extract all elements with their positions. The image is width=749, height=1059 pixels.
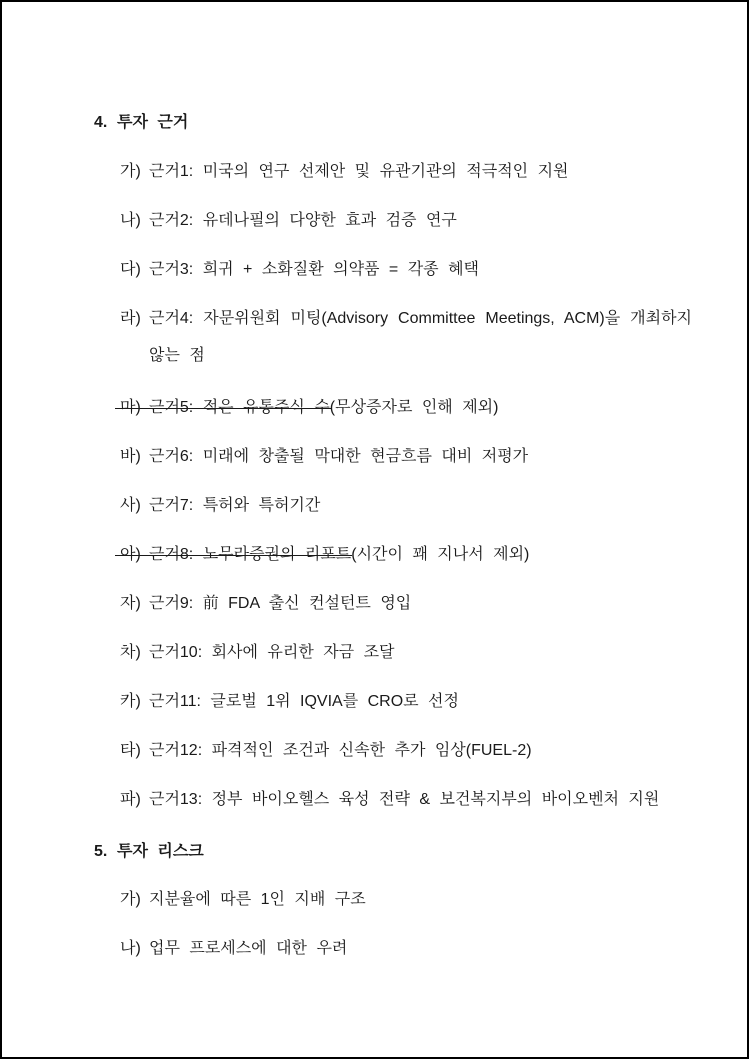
section-heading-5 [94,841,692,862]
list-item-struck [120,544,692,565]
list-item-label: 바) [120,448,141,465]
section-title: 투자 리스크 [117,843,204,860]
list-item-rest-text: (무상증자로 인해 제외) [329,399,499,416]
list-item [120,446,692,467]
list-item-text: 근거4: 자문위원회 미팅(Advisory Committee Meetings, ACM)을 개최하지 [149,310,692,327]
list-item-text: 근거9: 前 FDA 출신 컨설턴트 영입 [149,595,412,612]
list-item-struck-text: 근거5: 적은 유통주식 수 [149,399,330,416]
list-item [120,593,692,614]
list-item-rest-text: (시간이 꽤 지나서 제외) [351,546,530,563]
section-number: 4. [94,114,108,131]
list-item-text: 근거7: 특허와 특허기간 [149,497,321,514]
list-item-text: 근거1: 미국의 연구 선제안 및 유관기관의 적극적인 지원 [149,163,569,180]
list-item-text: 근거6: 미래에 창출될 막대한 현금흐름 대비 저평가 [149,448,529,465]
list-item-text: 근거3: 희귀 + 소화질환 의약품 = 각종 혜택 [149,261,479,278]
list-item-line-2: 않는 점 [149,347,205,364]
list-item-label: 자) [120,595,141,612]
list-item-label: 다) [120,261,141,278]
strikethrough-text [120,399,330,416]
list-item-text: 근거2: 유데나필의 다양한 효과 검증 연구 [149,212,457,229]
list-item [120,889,692,910]
list-item-label: 나) [120,212,141,229]
list-item-text: 근거13: 정부 바이오헬스 육성 전략 & 보건복지부의 바이오벤처 지원 [149,791,660,808]
list-item [120,642,692,663]
list-item-label: 파) [120,791,141,808]
list-item-text: 지분율에 따른 1인 지배 구조 [149,891,366,908]
list-item-struck-text: 근거8: 노무라증권의 리포트 [149,546,352,563]
list-item-label: 차) [120,644,141,661]
list-item [120,308,692,366]
list-item-text: 근거11: 글로벌 1위 IQVIA를 CRO로 선정 [149,693,459,710]
list-item-text: 근거10: 회사에 유리한 자금 조달 [149,644,395,661]
section-title: 투자 근거 [117,114,189,131]
list-item-label: 마) [120,399,141,416]
list-item [120,161,692,182]
list-item [120,938,692,959]
list-item-label: 타) [120,742,141,759]
strikethrough-text [120,546,351,563]
section-number: 5. [94,843,108,860]
list-item [120,740,692,761]
list-item [120,495,692,516]
list-item-label: 가) [120,163,141,180]
list-item [120,789,692,810]
list-item-struck [120,397,692,418]
section-heading-4 [94,112,692,133]
list-item-text: 근거12: 파격적인 조건과 신속한 추가 임상(FUEL-2) [149,742,532,759]
list-item-label: 나) [120,940,141,957]
list-item-label: 아) [120,546,141,563]
list-item [120,259,692,280]
list-item-label: 라) [120,310,141,327]
list-item [120,691,692,712]
list-item-line-1 [120,308,692,329]
list-item-label: 가) [120,891,141,908]
list-item-label: 사) [120,497,141,514]
list-item-label: 카) [120,693,141,710]
list-item [120,210,692,231]
list-item-text: 업무 프로세스에 대한 우려 [149,940,348,957]
